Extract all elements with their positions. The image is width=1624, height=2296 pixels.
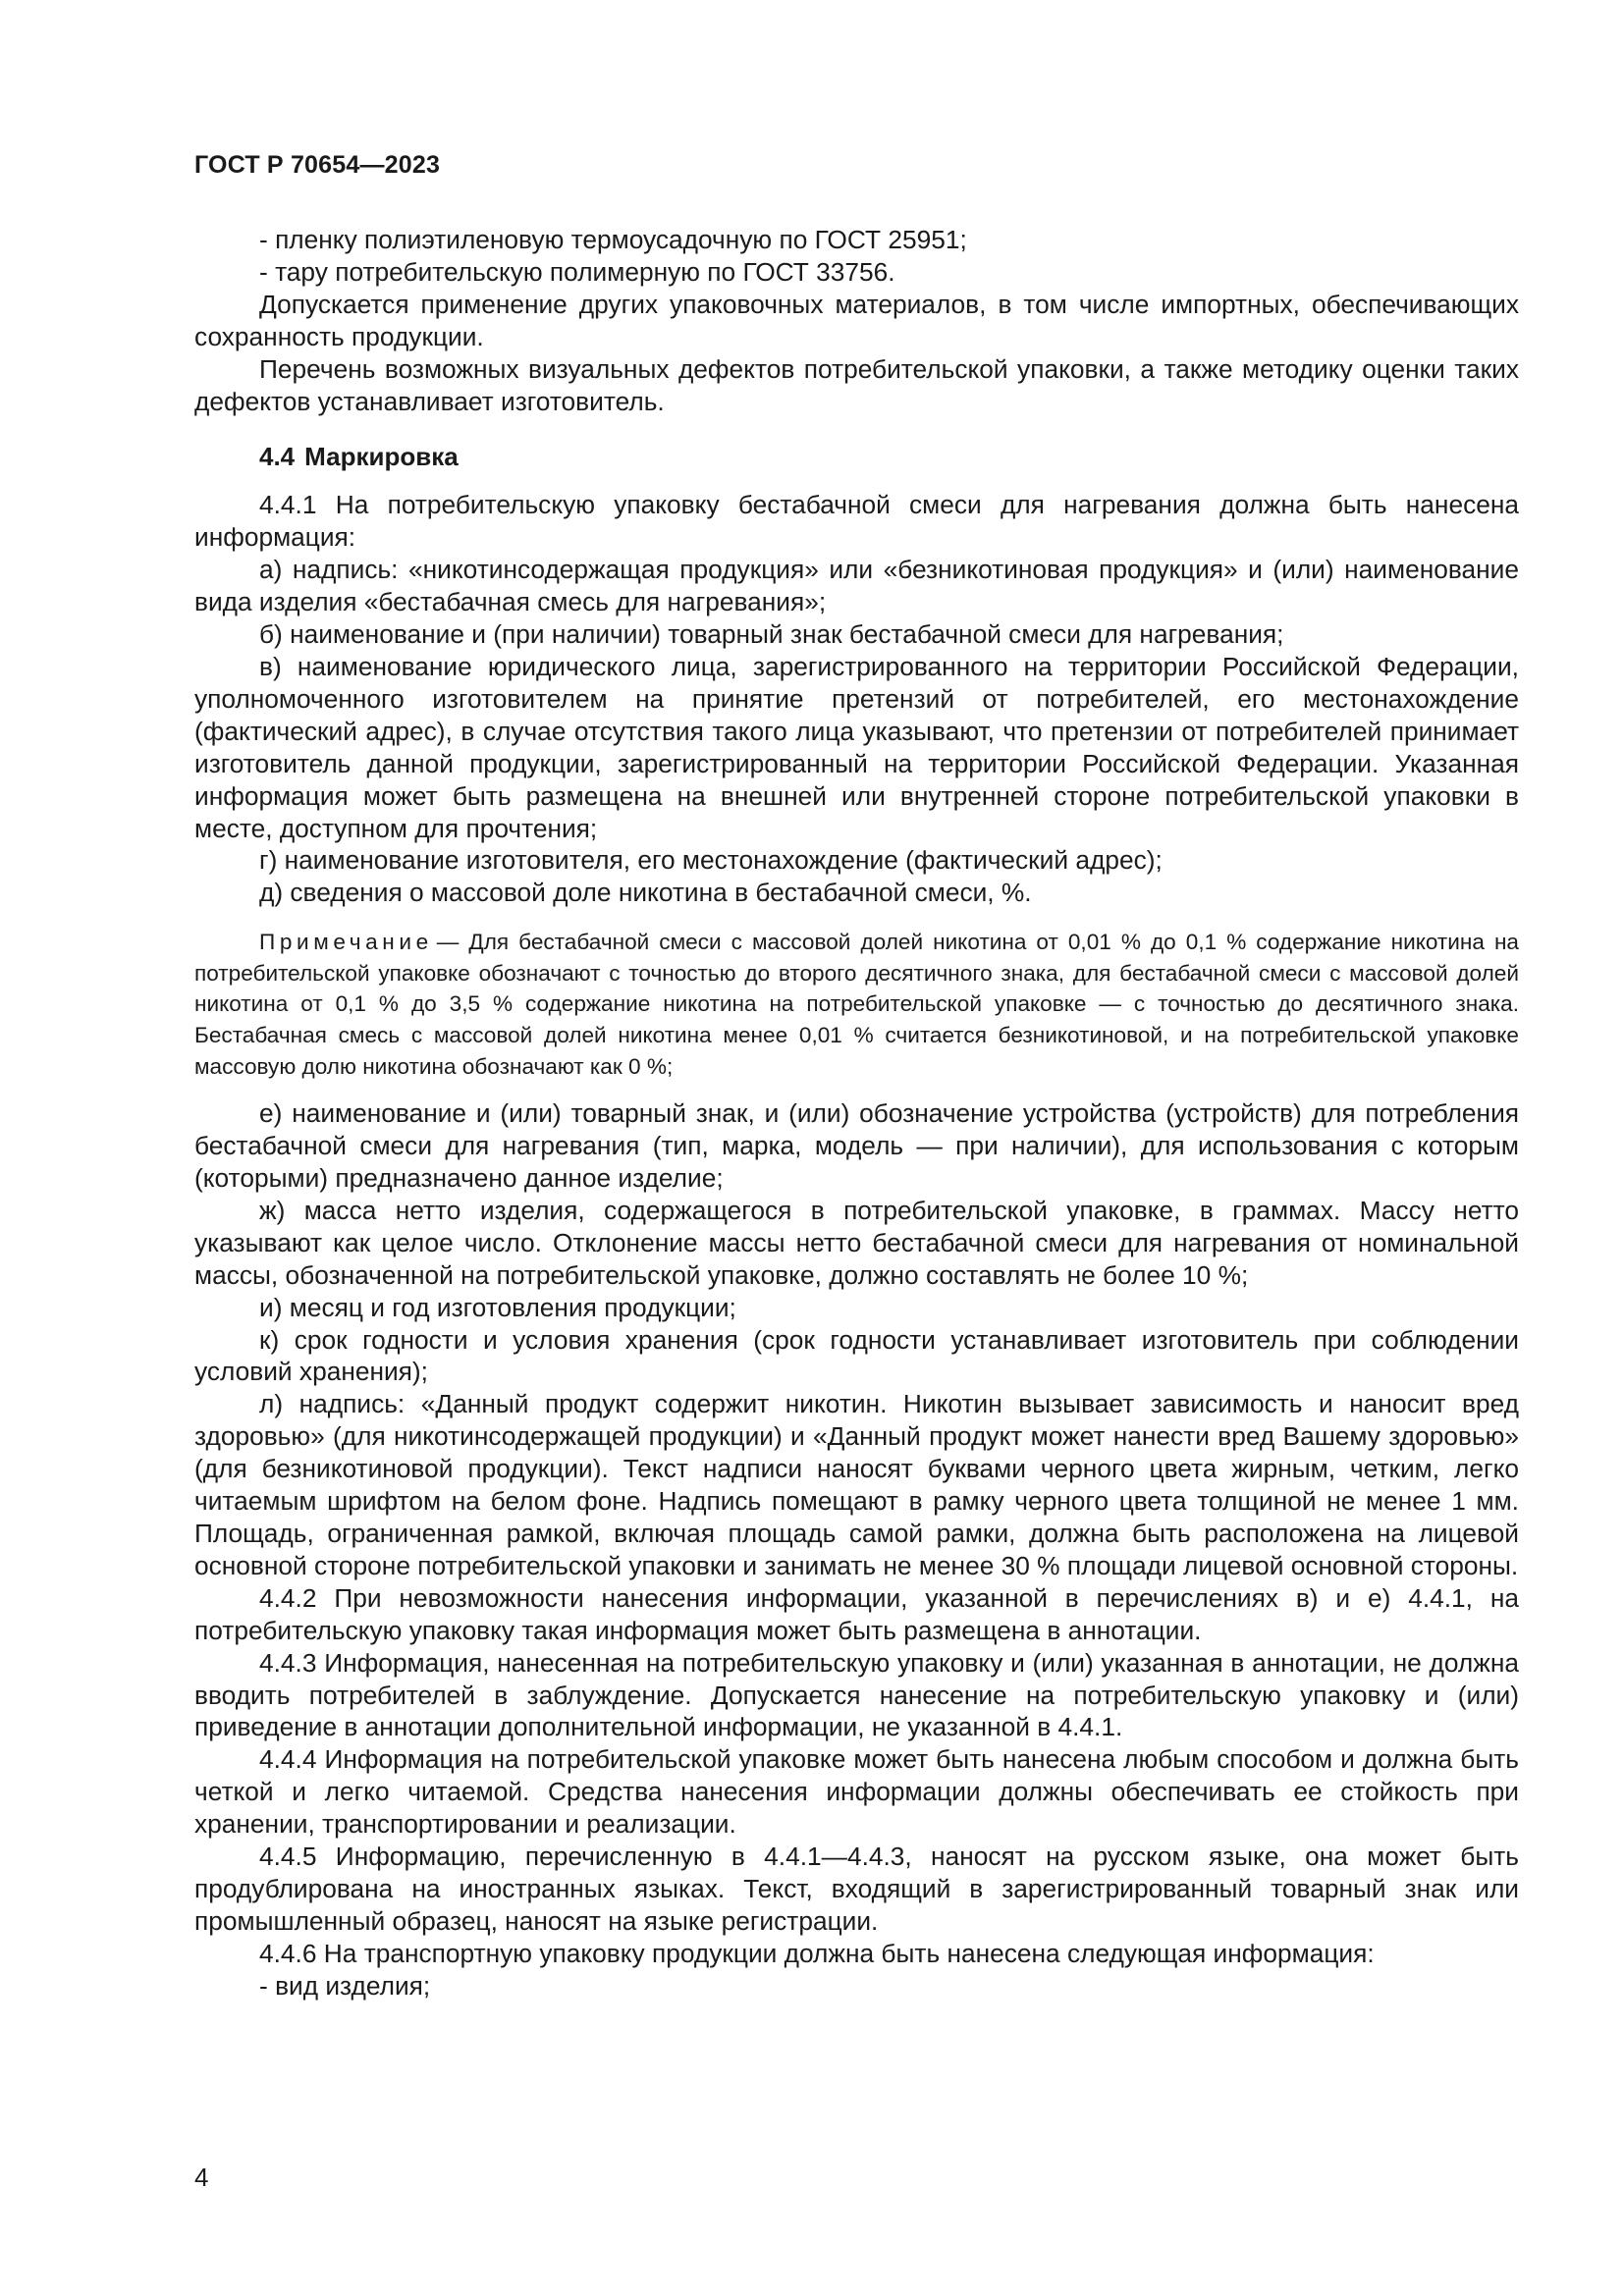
list-item-shrink-film: - пленку полиэтиленовую термоусадочную по ГОСТ 25951;	[259, 225, 967, 254]
standard-header: ГОСТ Р 70654—2023	[194, 151, 441, 179]
clause-4-4-6: 4.4.6 На транспортную упаковку продукции должна быть нанесена следующая информация:	[259, 1938, 1375, 1968]
paragraph-packaging-materials: Допускается применение других упаковочных материалов, в том числе импортных, обеспечивающих сохранность продукции.	[194, 289, 1519, 351]
list-item-l: л) надпись: «Данный продукт содержит никотин. Никотин вызывает зависимость и наносит вред здоровью» (для никотинсодержащей продукции) и «Данный продукт может нанести вред Вашему здоровью» (для безникотиновой продукции). Текст надписи наносят буквами черного цвета жирным, четким, легко читаемым шрифтом на белом фоне. Надпись помещают в рамку черного цвета толщиной не менее 1 мм. Площадь, ограниченная рамкой, включая площадь самой рамки, должна быть расположена на лицевой основной стороне потребительской упаковки и занимать не менее 30 % площади лицевой основной стороны.	[194, 1389, 1519, 1580]
list-item-v: в) наименование юридического лица, зарегистрированного на территории Российской Федерации, уполномоченного изготовителем на принятие претензий от потребителей, его местонахождение (фактический адрес), в случае отсутствия такого лица указывают, что претензии от потребителей принимает изготовитель данной продукции, зарегистрированный на территории Российской Федерации. Указанная информация может быть размещена на внешней или внутренней стороне потребительской упаковки в месте, доступном для прочтения;	[194, 651, 1519, 843]
clause-4-4-2: 4.4.2 При невозможности нанесения информации, указанной в перечислениях в) и е) 4.4.1, на потребительскую упаковку такая информация может быть размещена в аннотации.	[194, 1582, 1519, 1645]
list-item-zh: ж) масса нетто изделия, содержащегося в потребительской упаковке, в граммах. Массу нетто указывают как целое число. Отклонение массы нетто бестабачной смеси для нагревания от номинальной массы, обозначенной на потребительской упаковке, должно составлять не более 10 %;	[194, 1195, 1519, 1290]
paragraph-packaging-defects: Перечень возможных визуальных дефектов потребительской упаковки, а также методику оценки таких дефектов устанавливает изготовитель.	[194, 353, 1519, 416]
note-text: — Для бестабачной смеси с массовой долей никотина от 0,01 % до 0,1 % содержание никотина на потребительской упаковке обозначают с точностью до второго десятичного знака, для бестабачной смеси с массовой долей никотина от 0,1 % до 3,5 % содержание никотина на потребительской упаковке — с точностью до десятичного знака. Бестабачная смесь с массовой долей никотина менее 0,01 % считается безникотиновой, и на потребительской упаковке массовую долю никотина обозначают как 0 %;	[194, 930, 1519, 1079]
clause-4-4-1: 4.4.1 На потребительскую упаковку бестабачной смеси для нагревания должна быть нанесена информация:	[194, 490, 1519, 553]
list-item-g: г) наименование изготовителя, его местонахождение (фактический адрес);	[259, 845, 1163, 876]
clause-4-4-4: 4.4.4 Информация на потребительской упаковке может быть нанесена любым способом и должна быть четкой и легко читаемой. Средства нанесения информации должны обеспечивать ее стойкость при хранении, транспортировании и реализации.	[194, 1744, 1519, 1840]
list-item-a: а) надпись: «никотинсодержащая продукция» или «безникотиновая продукция» и (или) наименование вида изделия «бестабачная смесь для нагревания»;	[194, 555, 1519, 617]
clause-4-4-5: 4.4.5 Информацию, перечисленную в 4.4.1—4.4.3, наносят на русском языке, она может быть продублирована на иностранных языках. Текст, входящий в зарегистрированный товарный знак или промышленный образец, наносят на языке регистрации.	[194, 1842, 1519, 1936]
section-title: Маркировка	[304, 442, 459, 472]
note-block	[194, 927, 1519, 1082]
clause-4-4-3: 4.4.3 Информация, нанесенная на потребительскую упаковку и (или) указанная в аннотации, не должна вводить потребителей в заблуждение. Допускается нанесение на потребительскую упаковку и (или) приведение в аннотации дополнительной информации, не указанной в 4.4.1.	[194, 1647, 1519, 1742]
list-item-polymer-container: - тару потребительскую полимерную по ГОСТ 33756.	[259, 256, 895, 287]
list-item-e: е) наименование и (или) товарный знак, и (или) обозначение устройства (устройств) для потребления бестабачной смеси для нагревания (тип, марка, модель — при наличии), для использования с которым (которыми) предназначено данное изделие;	[194, 1098, 1519, 1193]
list-item-i: и) месяц и год изготовления продукции;	[259, 1292, 736, 1322]
section-heading	[194, 441, 1519, 472]
note-label: Примечание	[259, 930, 433, 955]
page-content	[194, 224, 1519, 2002]
page-number: 4	[194, 2163, 209, 2192]
section-number: 4.4	[259, 442, 296, 472]
list-item-b: б) наименование и (при наличии) товарный знак бестабачной смеси для нагревания;	[259, 619, 1284, 650]
list-item-product-type: - вид изделия;	[259, 1970, 431, 2001]
list-item-d: д) сведения о массовой доле никотина в бестабачной смеси, %.	[259, 878, 1032, 908]
list-item-k: к) срок годности и условия хранения (срок годности устанавливает изготовитель при соблюдении условий хранения);	[194, 1324, 1519, 1387]
